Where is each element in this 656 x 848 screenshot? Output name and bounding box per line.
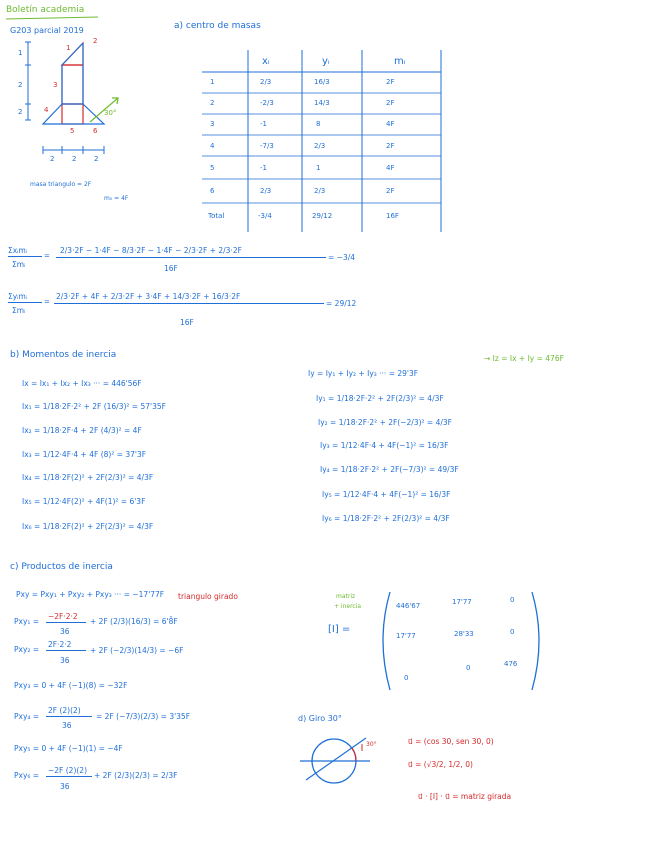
cell: 2 — [210, 99, 215, 107]
dim-bottom-2: 2 — [72, 155, 77, 163]
u-vector-2: u⃗ = (√3/2, 1/2, 0) — [408, 760, 473, 769]
cell: -1 — [260, 164, 267, 172]
cell: 1 — [210, 78, 215, 86]
pxy4-label: Pxy₄ = — [14, 712, 40, 721]
dim-left-3: 2 — [18, 108, 23, 116]
cell: 4F — [386, 164, 395, 172]
pxy6-label: Pxy₆ = — [14, 771, 40, 780]
cell: 4F — [386, 120, 395, 128]
matrix-cell: 0 — [404, 674, 409, 682]
matrix-cell: 476 — [504, 660, 518, 668]
pxy6-den: 36 — [60, 782, 70, 791]
note-m0: m₀ = 4F — [104, 195, 129, 202]
cm-y-den: 16F — [180, 318, 194, 327]
shape-outline — [43, 65, 104, 124]
exam-label: G203 parcial 2019 — [10, 26, 84, 35]
cell: 2F — [386, 78, 395, 86]
title-underline — [6, 17, 98, 19]
pxy4-den: 36 — [62, 721, 72, 730]
pxy6-num: −2F (2)(2) — [48, 766, 88, 775]
cm-x-result: = −3/4 — [328, 253, 356, 262]
ix-6: Ix₆ = 1/18·2F(2)² + 2F(2/3)² = 4/3F — [22, 522, 154, 531]
pxy2-num: 2F·2·2 — [48, 640, 72, 649]
rotation-angle-label: 30° — [366, 741, 377, 748]
ix-4: Ix₄ = 1/18·2F(2)² + 2F(2/3)² = 4/3F — [22, 473, 154, 482]
matrix-cell: 17'77 — [396, 632, 416, 640]
ix-2: Ix₂ = 1/18·2F·4 + 2F (4/3)² = 4F — [22, 426, 142, 435]
cell: 8 — [316, 120, 321, 128]
pxy3: Pxy₃ = 0 + 4F (−1)(8) = −32F — [14, 681, 128, 690]
cell: 2/3 — [314, 187, 326, 195]
pxy5: Pxy₅ = 0 + 4F (−1)(1) = −4F — [14, 744, 123, 753]
ix-total: Ix = Ix₁ + Ix₂ + Ix₃ ··· = 446'56F — [22, 379, 142, 388]
cell: -2/3 — [260, 99, 274, 107]
rectangle-5 — [62, 104, 83, 124]
region-label-2: 2 — [93, 37, 98, 45]
iz-total: → Iz = Ix + Iy = 476F — [484, 354, 564, 363]
note-mass: masa triangulo = 2F — [30, 181, 92, 188]
cell: 16F — [386, 212, 399, 220]
cell: 2/3 — [314, 142, 326, 150]
iy-4: Iy₄ = 1/18·2F·2² + 2F(−7/3)² = 49/3F — [320, 465, 459, 474]
matrix-cell: 0 — [466, 664, 471, 672]
pxy4-num: 2F (2)(2) — [48, 706, 81, 715]
cell: 5 — [210, 164, 215, 172]
pxy1-label: Pxy₁ = — [14, 617, 40, 626]
cm-y-lhs-den: Σmᵢ — [12, 306, 26, 315]
iy-5: Iy₅ = 1/12·4F·4 + 4F(−1)² = 16/3F — [322, 490, 451, 499]
cm-x-den: 16F — [164, 264, 178, 273]
region-label-6: 6 — [93, 127, 98, 135]
cell: 1 — [316, 164, 321, 172]
section-d-heading: d) Giro 30° — [298, 714, 342, 723]
cm-y-lhs-num: Σyᵢmᵢ — [8, 292, 28, 301]
cell: 29/12 — [312, 212, 333, 220]
matrix-cell: 446'67 — [396, 602, 421, 610]
dim-left-2: 2 — [18, 81, 23, 89]
pxy1-num: −2F·2·2 — [48, 612, 78, 621]
angle-label: 30° — [104, 109, 117, 117]
matrix-bracket-left — [383, 592, 390, 690]
ix-1: Ix₁ = 1/18·2F·2² + 2F (16/3)² = 57'35F — [22, 402, 166, 411]
ix-5: Ix₅ = 1/12·4F(2)² + 4F(1)² = 6'3F — [22, 497, 146, 506]
pxy2-rest: + 2F (−2/3)(14/3) = −6F — [90, 646, 184, 655]
cell: 2/3 — [260, 78, 272, 86]
matrix-note-2: + inercia — [334, 603, 362, 610]
cm-x-num: 2/3·2F − 1·4F − 8/3·2F − 1·4F − 2/3·2F + 2/3·2F — [60, 246, 242, 255]
cell-total-label: Total — [208, 212, 225, 220]
matrix-cell: 17'77 — [452, 598, 472, 606]
dim-bottom-1: 2 — [50, 155, 55, 163]
section-b-heading: b) Momentos de inercia — [10, 350, 117, 360]
col-header-y: yᵢ — [322, 56, 330, 67]
col-header-x: xᵢ — [262, 56, 270, 67]
cell: 16/3 — [314, 78, 330, 86]
iy-1: Iy₁ = 1/18·2F·2² + 2F(2/3)² = 4/3F — [316, 394, 444, 403]
pxy2-den: 36 — [60, 656, 70, 665]
cell: 4 — [210, 142, 215, 150]
ix-3: Ix₃ = 1/12·4F·4 + 4F (8)² = 37'3F — [22, 450, 147, 459]
pxy1-den: 36 — [60, 627, 70, 636]
cell: 14/3 — [314, 99, 330, 107]
pxy6-rest: + 2F (2/3)(2/3) = 2/3F — [94, 771, 178, 780]
cell: 2F — [386, 142, 395, 150]
iy-2: Iy₂ = 1/18·2F·2² + 2F(−2/3)² = 4/3F — [318, 418, 452, 427]
cm-y-result: = 29/12 — [326, 299, 357, 308]
part-a-heading: a) centro de masas — [174, 21, 261, 31]
matrix-cell: 28'33 — [454, 630, 474, 638]
matrix-lhs: [I] = — [328, 624, 351, 635]
matrix-cell: 0 — [510, 628, 515, 636]
matrix-note-1: matriz — [336, 593, 356, 600]
region-label-4: 4 — [44, 106, 49, 114]
cell: 3 — [210, 120, 215, 128]
region-label-1: 1 — [66, 44, 71, 52]
cell: 2F — [386, 187, 395, 195]
cell: 2F — [386, 99, 395, 107]
u-vector-1: u⃗ = (cos 30, sen 30, 0) — [408, 737, 494, 746]
iy-3: Iy₃ = 1/12·4F·4 + 4F(−1)² = 16/3F — [320, 441, 449, 450]
rectangle-3 — [62, 65, 83, 104]
section-c-heading: c) Productos de inercia — [10, 562, 113, 572]
cell: 2/3 — [260, 187, 272, 195]
region-label-5: 5 — [70, 127, 75, 135]
cell: -1 — [260, 120, 267, 128]
pxy1-rest: + 2F (2/3)(16/3) = 6'8̂F — [90, 617, 178, 626]
cm-x-lhs-den: Σmᵢ — [12, 260, 26, 269]
matrix-bracket-right — [532, 592, 539, 690]
page-title: Boletín academia — [6, 5, 85, 15]
cm-x-lhs-num: Σxᵢmᵢ — [8, 246, 28, 255]
pxy2-label: Pxy₂ = — [14, 645, 40, 654]
iy-6: Iy₆ = 1/18·2F·2² + 2F(2/3)² = 4/3F — [322, 514, 450, 523]
region-label-3: 3 — [53, 81, 58, 89]
cell: 6 — [210, 187, 215, 195]
matrix-cell: 0 — [510, 596, 515, 604]
dim-left-1: 1 — [18, 49, 23, 57]
u-vector-rotated: u⃗ · [I] · u⃗ = matriz girada — [418, 792, 512, 801]
angle-arc — [352, 748, 356, 761]
pxy1-note: triangulo girado — [178, 592, 238, 601]
cm-y-num: 2/3·2F + 4F + 2/3·2F + 3·4F + 14/3·2F + 16/3·2F — [56, 292, 241, 301]
cell: -3/4 — [258, 212, 272, 220]
col-header-m: mᵢ — [394, 56, 406, 67]
cell: -7/3 — [260, 142, 274, 150]
iy-total: Iy = Iy₁ + Iy₂ + Iy₃ ··· = 29'3F — [308, 369, 419, 378]
dim-bottom-3: 2 — [94, 155, 99, 163]
axis-rotated — [306, 738, 366, 780]
pxy4-rest: = 2F (−7/3)(2/3) = 3'35F — [96, 712, 191, 721]
pxy-total: Pxy = Pxy₁ + Pxy₂ + Pxy₃ ··· = −17'77F — [16, 590, 165, 599]
